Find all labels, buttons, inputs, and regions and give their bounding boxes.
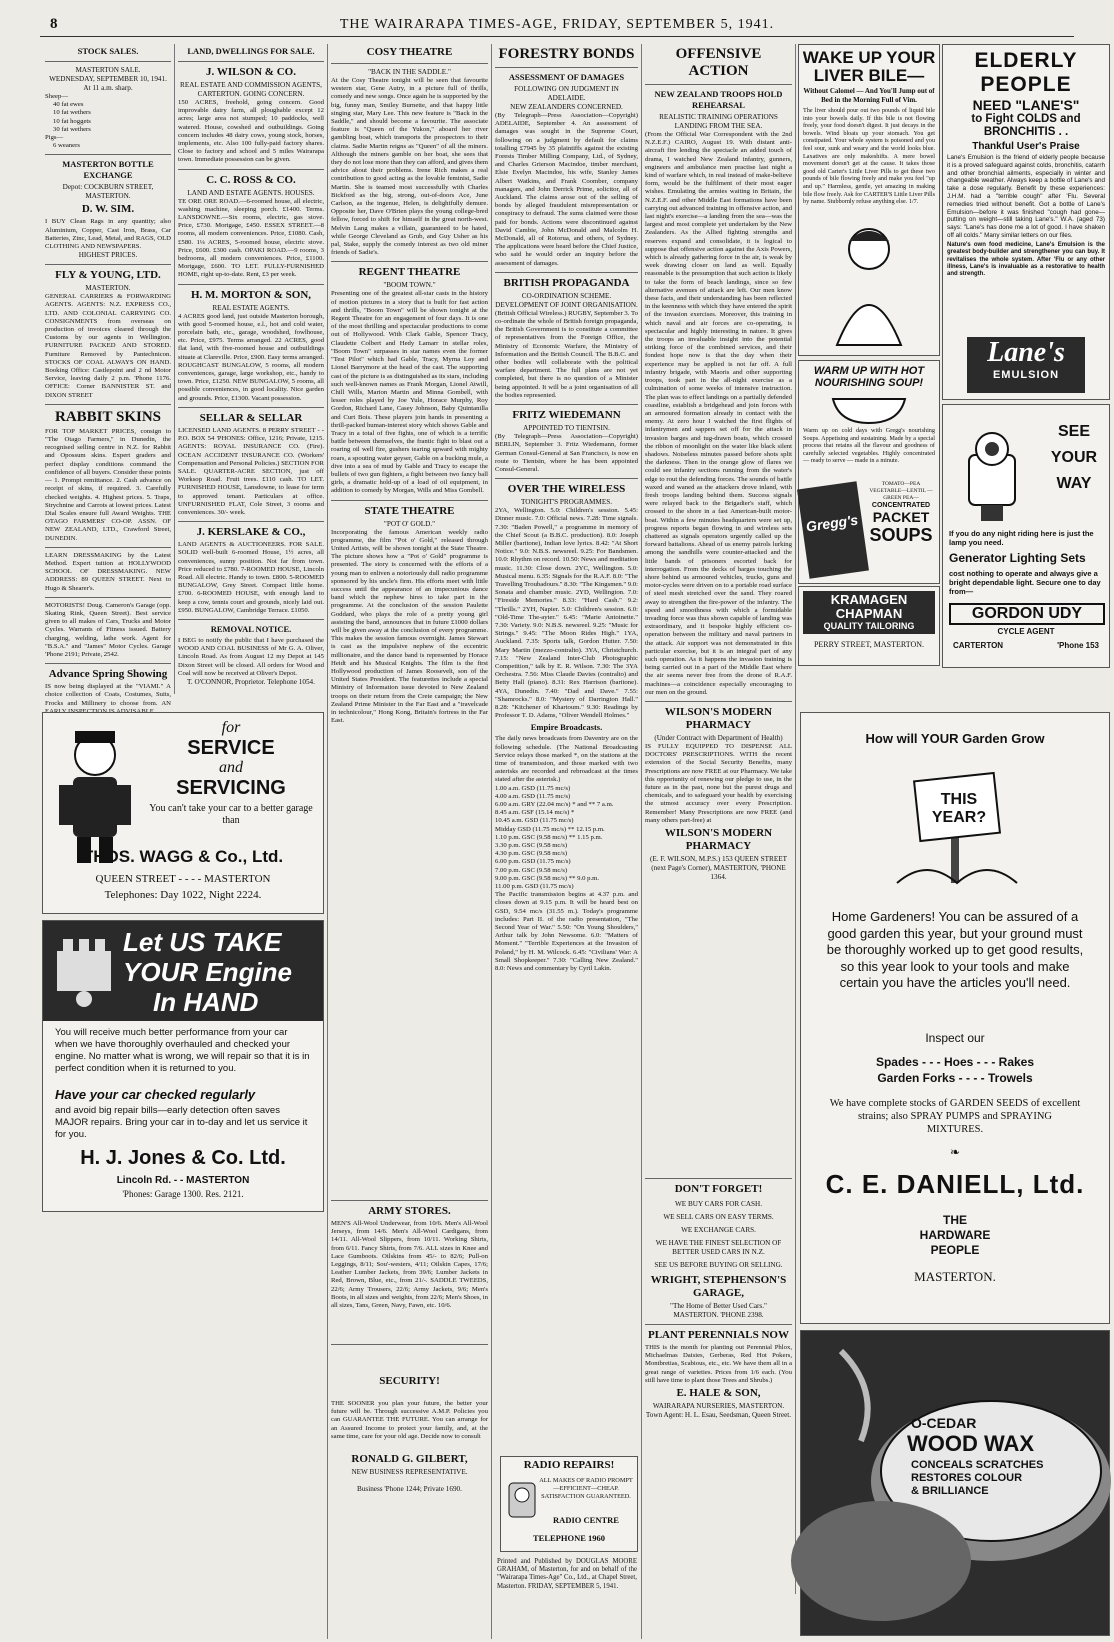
greggs-word-1: CONCENTRATED bbox=[871, 502, 931, 509]
daniell-sign-2: YEAR? bbox=[931, 809, 987, 826]
column-rule bbox=[795, 44, 796, 1594]
daniell-body: Home Gardeners! You can be assured of a good garden this year, but your ground must be thoroughly worked up to get good results, so this year look to your tools and make certain you have the articles you'll need. bbox=[826, 909, 1084, 990]
jones-headline-2: YOUR Engine bbox=[123, 957, 293, 987]
lanes-brand-2: EMULSION bbox=[992, 369, 1060, 381]
wagg-and: and bbox=[219, 759, 243, 776]
ross-heading: C. C. ROSS & CO. bbox=[206, 173, 296, 186]
schedule-row: 1.00 a.m. GSD (11.75 mc/s) bbox=[495, 784, 571, 792]
perennials-text: THIS is the month for planting out Perennial Phlox, Michaelmas Daisies, Gerberas, Red Hot Pokers, Montbretias, Scabious, etc., etc. We have them all in a great range of varieties. Prices from 1/6 each. (You still have time to plant those Trees and Shrubs.) bbox=[645, 1344, 792, 1384]
gordon-your: YOUR bbox=[1050, 449, 1098, 466]
gordon-slogan bbox=[1043, 419, 1105, 497]
daniell-sub-2: HARDWARE bbox=[919, 1228, 991, 1242]
removal-signature: T. O'CONNOR, Proprietor. Telephone 1054. bbox=[187, 677, 315, 686]
offensive-sub-2: REALISTIC TRAINING OPERATIONS bbox=[659, 113, 778, 121]
lanes-emulsion-advert bbox=[942, 44, 1110, 400]
rabbit-skins-text: FOR TOP MARKET PRICES, consign to "The Otago Farmers," in Dunedin, the recognised selling centre in N.Z. for Rabbit and Opossum skins. Expert graders and perfect display conditions command the confidence of all buyers. Consider these points— 1. Prompt remittance. 2. Cash advance on receipt of skins, if required. 3. Carefully checked weights. 4. Highest prices. 5. Traps, Strychnine and Carrots at lowest prices. Latest Dial Scales ensure full Award Weights. THE OTAGO FARMERS' CO-OP. ASSN. OF NEW ZEALAND, LTD., Crawford Street, DUNEDIN. bbox=[45, 427, 171, 542]
greggs-body: Warm up on cold days with Gregg's nourishing Soups. Appetising and sustaining. Made by a special process that retains all the flavour and goodness of carefully selected vegetables. Highly concentrated — ready to serve — made in a minute. bbox=[803, 427, 935, 465]
security-text: THE SOONER you plan your future, the better your future will be. Through successive A.M.P. Policies you can GUARANTEE THE FUTURE. You can arrange for an Assured Income to protect your family, and, at the same time, care for your old age. Decide now to consult bbox=[331, 1400, 488, 1440]
schedule-row: 6.00 a.m. GRY (22.04 mc/s) * and ** 7 a.m. bbox=[495, 801, 614, 809]
daniell-hardware-advert bbox=[800, 712, 1110, 1324]
regent-heading: REGENT THEATRE bbox=[358, 266, 461, 279]
tailoring-line-3: QUALITY TAILORING bbox=[823, 621, 915, 631]
lanes-need: NEED "LANE'S" bbox=[972, 97, 1080, 113]
column-news bbox=[495, 44, 638, 1594]
wagg-for: for bbox=[221, 719, 241, 736]
dont-line: SEE US BEFORE BUYING OR SELLING. bbox=[654, 1261, 783, 1269]
motorists-text: MOTORISTS! Doug. Cameron's Garage (opp. Skating Rink, Queen Street). Best service given to all makes of Cars, Trucks and Motor Cycles. Warrants of Fitness issued. Battery charging, welding, lathe work. Agent for "B.S.A." and "James" Motor Cycles. Garage 'Phone 2191; Private, 2542. bbox=[45, 601, 171, 658]
propaganda-text: (British Official Wireless.) RUGBY, September 3. To co-ordinate the whole of British foreign propaganda, the British Government is to constitute a committee of representatives from the Foreign Office, the Ministry of Economic Warfare, the Ministry of Information and the British Council. The B.B.C. and other bodies will collaborate with the political warfare department. The full plans are not yet completed, but there is no question of a Minister being appointed. It will be a joint organisation of all the bodies represented. bbox=[495, 309, 638, 399]
wagg-servicing: SERVICING bbox=[176, 777, 286, 799]
tailoring-line-2: CHAPMAN bbox=[835, 606, 903, 621]
jones-body-2: and avoid big repair bills—early detection often saves MAJOR repairs. Bring your car in to-day and let us service it for you. bbox=[55, 1105, 308, 1140]
propaganda-heading: BRITISH PROPAGANDA bbox=[503, 276, 630, 289]
stock-sales-heading: STOCK SALES. bbox=[77, 46, 139, 56]
column-rule bbox=[174, 44, 175, 694]
spring-showing-text: IS now being displayed at the "VIAMI." A choice collection of Coats, Costumes, Suits, Frocks and Millinery to choose from. AN bbox=[45, 683, 171, 707]
fly-young-text: GENERAL CARRIERS & FORWARDING AGENTS. AGENTS: N.Z. EXPRESS CO., LTD. AND COLONIAL CARRYING CO. CONSIGNMENTS from overseas on production of invoices cleared through the Customs by our agents in Wellington. FURNITURE PACKED AND STORED. Furniture Removed by Pantechnicon. STOCKS OF COAL ALWAYS ON HAND. Booking Office: Castlepoint and 2 nd Motor Service, leaving daily 2 p.m. 'Phone 1176. OFFICE: Corner BANNISTER ST. and DIXON STREET bbox=[45, 293, 171, 399]
lanes-body-2: Nature's own food medicine, Lane's Emulsion is the greatest body-builder and strengthener you can buy. It revitalises the whole system. After 'Flu or any other illness, Lane's is invaluable as a restorative to health and strength. bbox=[947, 241, 1105, 278]
fly-young-heading: FLY & YOUNG, LTD. bbox=[55, 269, 161, 282]
jones-headline-3: In HAND bbox=[153, 987, 259, 1017]
schedule-row: Midday GSD (11.75 mc/s) ** 12.15 p.m. bbox=[495, 825, 605, 833]
radio-heading: RADIO REPAIRS! bbox=[523, 1459, 615, 1471]
radio-icon bbox=[507, 1479, 537, 1519]
stock-entry: 10 fat hoggets bbox=[53, 117, 91, 125]
lanes-logo bbox=[967, 337, 1085, 393]
daniell-tools-2: Garden Forks - - - - Trowels bbox=[877, 1071, 1033, 1085]
lanes-praise: Thankful User's Praise bbox=[972, 141, 1080, 152]
wagg-advert bbox=[42, 712, 324, 914]
greggs-flavours: TOMATO—PEA VEGETABLE—LENTIL —GREEN PEA— bbox=[869, 481, 933, 501]
wagg-phones: Telephones: Day 1022, Night 2224. bbox=[104, 889, 262, 901]
stock-entry: 10 fat wethers bbox=[53, 109, 91, 117]
schedule-row: 9.00 p.m. GSC (9.58 mc/s) ** 9.0 p.m. bbox=[495, 874, 600, 882]
tailoring-line-1: KRAMAGEN bbox=[830, 592, 908, 607]
woman-illustration bbox=[823, 221, 915, 347]
lanes-body: Lane's Emulsion is the friend of elderly people because it is a proved safeguard against colds, bronchitis, catarrh and other bronchial ailments, especially in winter and changeable weather. Always keep a bottle of Lane's and take a dose regularly. Benefit by these experiences: J.H.M. had a "terrible cough" after 'Flu. Several remedies tried without benefit. Got a bottle of Lane's Emulsion—before it was finished "cough had gone—putting on weight—still taking Lane's." W.A. (aged 73) says: "Lane's has done me a lot of good. I have shaken off all colds." Many similar letters on our files. bbox=[947, 154, 1105, 239]
offensive-heading: OFFENSIVE ACTION bbox=[675, 46, 762, 79]
wax-lines bbox=[911, 1459, 1043, 1498]
wilson-text: 150 ACRES, freehold, going concern. Good improvable dairy farm, all ploughable except 12 acres; large area not stumped; 10 paddocks, well watered. House, cowshed and outbuildings. Going concern includes 48 dairy cows, young stock, horses, implements, etc. Also 100 fully-paid factory shares. Close to factory and school and 5 miles Wairarapa town. Immediate possession can be given. bbox=[178, 99, 324, 164]
greggs-soup-advert bbox=[798, 360, 940, 584]
stock-entry: 40 fat ewes bbox=[53, 101, 84, 109]
wagg-name: THOS. WAGG & Co., Ltd. bbox=[82, 847, 284, 866]
garage-name: WRIGHT, STEPHENSON'S GARAGE, bbox=[650, 1274, 787, 1299]
greggs-packet bbox=[797, 481, 869, 578]
security-heading: SECURITY! bbox=[379, 1375, 440, 1387]
wiedemann-heading: FRITZ WIEDEMANN bbox=[512, 409, 621, 422]
forestry-text: (By Telegraph—Press Association—Copyright) ADELAIDE, September 4. An assessment of damages was sought in the Supreme Court, following on a judgment by default for claims totalling £7945 by 35 plaintiffs against the existing Forests Timber Milling Company, Ltd., of Sydney, and Charles Grierson Macindoe, timber merchant, Elsie Evelyn Macindoe, his wife, Stanley James Albert Watkins, and Frank Coomber, company managers, and John Derrick Prime, solicitor, all of Auckland. The claims arose out of the selling of bonds by alleged fraudulent misrepresentation or conspiracy to defraud. The sums claimed were those paid for bonds. Actions were discontinued against David Cambie, John McDonald and Malcolm H. McDonald, all of Rotorua, and others, of Sydney. The applications were heard before the Chief Justice, who said he would order an inquiry before the assessment of damages. bbox=[495, 112, 638, 267]
daniell-stock: We have complete stocks of GARDEN SEEDS of excellent strains; also SPRAY PUMPS and SPRAYING MIXTURES. bbox=[829, 1098, 1081, 1135]
lanes-fight: to Fight COLDS and BRONCHITIS . . bbox=[971, 113, 1081, 138]
gordon-see: SEE bbox=[1057, 423, 1090, 440]
liver-bile-advert bbox=[798, 44, 940, 356]
radio-repairs-advert bbox=[500, 1456, 638, 1552]
stock-entry: Pigs— bbox=[45, 134, 64, 142]
greggs-brand: Gregg's bbox=[804, 511, 860, 535]
soup-bowl-illustration bbox=[829, 391, 909, 425]
column-rule bbox=[327, 44, 328, 1639]
jones-address: Lincoln Rd. - - MASTERTON bbox=[116, 1175, 250, 1186]
sale-title: MASTERTON SALE. bbox=[75, 66, 141, 74]
bottle-prices: HIGHEST PRICES. bbox=[78, 251, 138, 260]
garage-block bbox=[645, 1174, 792, 1504]
radio-name: RADIO CENTRE bbox=[553, 1515, 619, 1525]
lanes-brand: Lane's bbox=[987, 337, 1065, 368]
empire-schedule bbox=[495, 785, 638, 892]
jones-name: H. J. Jones & Co. Ltd. bbox=[80, 1147, 286, 1169]
imprint: Printed and Published by DOUGLAS MOORE GRAHAM, of Masterton, for and on behalf of the "Wairarapa Times-Age" Co., Ltd., at Chapel Street, Masterton. FRIDAY, SEPTEMBER 5, 1941. bbox=[497, 1558, 637, 1590]
radio-sub: ALL MAKES OF RADIO PROMPT—EFFICIENT—CHEAP. SATISFACTION GUARANTEED. bbox=[539, 1477, 633, 1500]
schedule-row: 10.45 a.m. GSD (11.75 mc/s) bbox=[495, 817, 574, 825]
greggs-banner: WARM UP WITH HOT NOURISHING SOUP! bbox=[813, 365, 925, 389]
wax-line-2: RESTORES COLOUR bbox=[911, 1472, 1023, 1484]
security-phone: Business 'Phone 1244; Private 1690. bbox=[357, 1485, 462, 1494]
kerslake-heading: J. KERSLAKE & CO., bbox=[196, 526, 306, 539]
offensive-text: (From the Official War Correspondent with the 2nd N.Z.E.F.) CAIRO, August 19. With distant anti-aircraft fire lending the spectacle an added touch of drama, I watched New Zealand infantry, gunners, engineers and ambulance men practise last night a kind of warfare which, in real instead of make-believe form, would be the fulfilment of their most eager wishes. Emulating the armies waiting in Britain, the N.Z.E.F. and other Middle East formations have been carrying out advanced training in offensive action, and last night's exercise—a landing from the sea—was the largest and most complete yet undertaken by the New Zealanders. As the Allied fighting strengths and reserves expand and consolidate, it is logical to suppose that offensive action against the Axis Powers, which is already gathering force in the air, is weak by week drawing closer on land as well. Equally reasonable is the presumption that such action is likely to take the form of beach landings, since so few alternative avenues of attack are left. Our men know these facts, and their understanding has been reflected in the keenness with which they have entered the spirit of the invasion exercises. Moreover, this training in which naval and air forces are co-operating, is spectacular and highly interesting in nature. It gives the troops an invaluable insight into the potential striking force of the combined services, and their fondest hope now is that the day when their experience may be applied is not far off. A full infantry brigade, with Maoris and other supporting troops, took part in the all-night exercise as a culmination of some weeks of intensive instruction. The plan was to effect landings on a partially defended coastline, establish a bridgehead and join forces with an armoured formation already in contact with the enemy. At zero hour I watched the first flights of infantrymen and sappers set off for the attack in invasion barges and tug-drawn boats, which crossed the ribbon of moonlight on the water like black silent shadows. Noiseless minutes passed before shots split the darkness. Then in the orange glow of flares we could see infantry sections running from the water's edge to rout the defending forces. The sounds of battle waxed and waned as the attackers drove inland, with fresh troops landing behind them. Success signals were relayed back to the Brigadier's staff, which crossed to the shore in a fast American-built motor-boat. Within a few minutes headquarters were set up, progress reports began flowing in and wireless sets chattered as signals operators urgently called up the forward battalions. Ahead of us enemy patrols lurking among the sandhills were counter-attacked and the little bands of prisoners escorted back for interrogation. From the decks of barges touching the shore behind us armoured vehicles, trucks, guns and motor-cycles were driven on to a portable road surface of steel mesh stretched over the sand. They roared away to strengthen the fire-power of the infantry. The speed and smoothness with which a formidable invading force was thus shown capable of landing was extraordinary, and it bespoke highly efficient co-operation between the military and naval partners in the attack. Air support was not demonstrated in this particular exercise, but it is an integral part of any such operation. As it happens the invasion training is being carried out in a part of the Middle East where the air seems never free from the drone of R.A.F. machines—a coincidence especially encouraging to our men on the ground. bbox=[645, 131, 792, 696]
column-war-news bbox=[645, 44, 792, 1170]
liver-body: The liver should pour out two pounds of liquid bile into your bowels daily. If this bile is not flowing freely, your food doesn't digest. It just decays in the bowels. Wind bloats up your stomach. You get constipated. Your whole system is poisoned and you feel sour, sunk and weary and the world looks blue. Laxatives are only makeshifts. A mere bowel movement doesn't get at the cause. It takes those good old Carter's Little Liver Pills to get these two pounds of bile flowing freely and make you feel "up and up." Harmless, gentle, yet amazing in making bile flow freely. Ask for CARTER'S Little Liver Pills by name. Stubbornly refuse anything else. 1/7. bbox=[803, 107, 935, 206]
cosy-sub: "BACK IN THE SADDLE." bbox=[368, 68, 451, 76]
empire-heading: Empire Broadcasts. bbox=[530, 722, 603, 733]
pharmacy-name: WILSON'S MODERN PHARMACY bbox=[664, 827, 773, 853]
greggs-wording bbox=[867, 481, 935, 546]
jones-body: You will receive much better performance from your car when we have thoroughly overhauled and checked your engine. No matter what is wrong, we will repair so that it is in perfect condition when it is returned to you. bbox=[55, 1027, 310, 1074]
empire-text: The daily news broadcasts from Daventry are on the following schedule. (The National Broadcasting Service relays those marked *, on the stations at the time of transmission, and those marked with two asterisks are recorded and rebroadcast at the times stated after the asterisk.) bbox=[495, 735, 638, 784]
cosy-heading: COSY THEATRE bbox=[366, 46, 453, 58]
wax-brand-1: O-CEDAR bbox=[911, 1415, 977, 1431]
security-block bbox=[331, 1340, 488, 1640]
rabbit-skins-heading: RABBIT SKINS bbox=[54, 408, 162, 425]
dont-line: WE SELL CARS ON EASY TERMS. bbox=[663, 1213, 774, 1221]
schedule-row: 4.00 a.m. GSD (11.75 mc/s) bbox=[495, 792, 571, 800]
wax-line-3: & BRILLIANCE bbox=[911, 1485, 989, 1497]
pharmacy-text: IS FULLY EQUIPPED TO DISPENSE ALL DOCTORS' PRESCRIPTIONS. WITH the recent extension of the Social Security Benefits, many Prescriptions are now FREE at our Pharmacy. We take this opportunity of renewing our pledge to use, in the future as in the past, none but the purest drugs and chemicals, and to safeguard your health by exercising the utmost accuracy over every Prescription. Remember! Many Prescriptions are now FREE (and many others part-free) at bbox=[645, 743, 792, 824]
tailoring-advert bbox=[798, 586, 940, 666]
daniell-headline: How will YOUR Garden Grow bbox=[865, 731, 1045, 746]
stock-entry: Sheep— bbox=[45, 93, 69, 100]
land-heading: LAND, DWELLINGS FOR SALE. bbox=[187, 46, 315, 56]
propaganda-sub-1: CO-ORDINATION SCHEME. bbox=[521, 291, 612, 300]
schedule-row: 8.45 a.m. GSF (15.14 mc/s) * bbox=[495, 809, 575, 817]
perennials-agent: Town Agent: H. L. Esau, Seedsman, Queen Street. bbox=[645, 1411, 792, 1420]
state-sub: "POT O' GOLD." bbox=[383, 519, 436, 528]
empire-note: The Pacific transmission begins at 4.37 p.m. and closes down at 9.15 p.m. It will be heard best on GSD, 9.54 mc/s (31.55 m.). Today's programme includes: Part II. of the radio presentation, "The Second Year of War." 5.50: "On Young Shoulders," Arthur talk by John Newsome. 6.0: "Matters of Moment." "Terrible Experiences at the Invasion of Poland," by H. M. Wilcock. 6.45: "Civilians' War: A Small Shopkeeper." 7.30: "Calling New Zealand." 8.0: News and commentary by Cyril Lakin. bbox=[495, 891, 638, 973]
sale-time: At 11 a.m. sharp. bbox=[83, 84, 133, 92]
gordon-name: GORDON UDY bbox=[949, 603, 1105, 625]
schedule-row: 7.00 p.m. GSC (9.58 mc/s) bbox=[495, 866, 568, 874]
bottle-owner: D. W. SIM. bbox=[81, 203, 135, 216]
forestry-sub-3: NEW ZEALANDERS CONCERNED. bbox=[510, 103, 623, 111]
liver-sub: Without Calomel — And You'll Jump out of Bed in the Morning Full of Vim. bbox=[803, 87, 935, 104]
spring-showing-heading: Advance Spring Showing bbox=[48, 668, 168, 681]
gordon-phone: 'Phone 153 bbox=[1057, 641, 1099, 650]
wagg-tagline: You can't take your car to a better garage than bbox=[149, 803, 313, 826]
page-number: 8 bbox=[50, 16, 58, 32]
jones-advert bbox=[42, 920, 324, 1212]
dont-forget-heading: DON'T FORGET! bbox=[674, 1183, 763, 1195]
state-heading: STATE THEATRE bbox=[364, 504, 455, 517]
column-rule bbox=[491, 44, 492, 1639]
gordon-place: CARTERTON bbox=[953, 641, 1004, 650]
jones-phones: 'Phones: Garage 1300. Res. 2121. bbox=[122, 1189, 244, 1199]
pharmacy-address: (E. F. WILSON, M.P.S.) 153 QUEEN STREET (next Page's Corner), MASTERTON, 'PHONE 1364. bbox=[649, 855, 788, 882]
garage-slogan: "The Home of Better Used Cars." bbox=[670, 1302, 767, 1310]
wilson-sub: REAL ESTATE AND COMMISSION AGENTS, CARTERTON. GOING CONCERN. bbox=[180, 81, 322, 98]
stock-entry: 30 fat wethers bbox=[53, 125, 91, 133]
tailoring-banner bbox=[803, 591, 935, 634]
removal-heading: REMOVAL NOTICE. bbox=[210, 623, 292, 634]
forestry-sub-1: ASSESSMENT OF DAMAGES bbox=[508, 72, 625, 82]
pharmacy-heading: WILSON'S MODERN PHARMACY bbox=[664, 706, 773, 732]
greggs-word-3: SOUPS bbox=[869, 525, 933, 545]
wagg-street: QUEEN STREET - - - - MASTERTON bbox=[95, 873, 271, 885]
gordon-way: WAY bbox=[1056, 475, 1092, 492]
jones-slogan: Have your car checked regularly bbox=[55, 1087, 256, 1102]
bottle-text: I BUY Clean Rags in any quantity; also Aluminium, Copper, Cast Iron, Brass, Car Batteries, Zinc, Lead, Metal, and RAGS, OLD CLOTHING AND NEWSPAPERS. bbox=[45, 218, 171, 251]
dont-line: WE HAVE THE FINEST SELECTION OF BETTER USED CARS IN N.Z. bbox=[655, 1239, 782, 1256]
column-land-dwellings bbox=[178, 44, 325, 686]
schedule-row: 6.00 p.m. GSD (11.75 mc/s) bbox=[495, 858, 571, 866]
daniell-sign-text bbox=[919, 791, 999, 827]
morton-sub: REAL ESTATE AGENTS. bbox=[212, 303, 290, 312]
gordon-sub: CYCLE AGENT bbox=[997, 627, 1055, 636]
column-classifieds bbox=[45, 44, 171, 707]
wood-wax-advert bbox=[800, 1330, 1110, 1636]
morton-text: 4 ACRES good land, just outside Masterton borough, with good 5-roomed house, e.l., hot and cold water, porcelain bath, etc., garage, woodshed, fowlhouse, etc. Price, £975. Terms arranged. 22 ACRES, good flat land, with five-roomed house and outbuildings situate at Clareville. Price, £900. Easy terms arranged. ROUGHCAST BUNGALOW, 5 rooms, all modern conveniences, garage, large workshop, etc., handy to town. Price, £1250. NEW BUNGALOW, 5 rooms, all possible conveniences, in good locality. Nice garden and grounds. Price, £1300. Vacant possession. bbox=[178, 312, 324, 402]
dont-line: WE BUY CARS FOR CASH. bbox=[675, 1200, 762, 1208]
cosy-text: At the Cosy Theatre tonight will be seen that favourite western star, Gene Autry, in a picture full of thrills, comedy and new songs. Once again he is supported by the big, funny man, Smiley Burnette, and that happy little singing star, Mary Lee. This new feature is "Back in the Saddle," and should become a favourite. The associate feature is "Queen of the Yukon," aboard her river gambling boat, which transports the prospectors to their claims. Sadie Martin reigns as "Queen" of all the miners. Although the miners gamble on her boat, she sees that they do not lose more than they can afford, and gives them advice about their problems. Irene Rich makes a real contribution to good acting as the lovable feminist, Sadie Martin. She is teamed most successfully with Charles Bickford as the big, strong, out-of-doors Ace, June Carlson, as the ingenue, Helen, is delightfully demure. Opposite her, Dave O'Brien plays the young college-bred fellow, forced to shift for himself in the great north-west. Melvin Lang makes a villain, guaranteed to be hated, while George Cleveland as Grub, and Guy Usher as his pal, Stake, supply the comedy interest as two old miner friends of Sadie's. bbox=[331, 77, 488, 257]
greggs-word-2: PACKET bbox=[872, 509, 930, 525]
ross-sub: LAND AND ESTATE AGENTS. HOUSES. bbox=[187, 188, 315, 197]
liver-headline: WAKE UP YOUR LIVER BILE— bbox=[802, 48, 936, 85]
regent-sub: "BOOM TOWN." bbox=[383, 281, 436, 290]
daniell-sub-1: THE bbox=[943, 1213, 967, 1227]
schedule-row: 3.30 p.m. GSC (9.58 mc/s) bbox=[495, 842, 568, 850]
stock-entry: 6 weaners bbox=[53, 142, 80, 150]
sale-date: WEDNESDAY, SEPTEMBER 10, 1941. bbox=[49, 75, 167, 83]
forestry-sub-2: FOLLOWING ON JUDGMENT IN ADELAIDE. bbox=[514, 85, 619, 102]
gordon-product: Generator Lighting Sets bbox=[949, 551, 1086, 565]
daniell-name: C. E. DANIELL, Ltd. bbox=[825, 1169, 1085, 1199]
dont-line: WE EXCHANGE CARS. bbox=[681, 1226, 756, 1234]
perennials-heading: PLANT PERENNIALS NOW bbox=[648, 1329, 789, 1341]
dressmaking-text: LEARN DRESSMAKING by the Latest Method. Expert tuition at HOLLYWOOD SCHOOL OF DRESSMAKING. NEW ADDRESS: 89 QUEEN STREET. Next to Hugo & Shearer's. bbox=[45, 551, 171, 592]
jones-headline-1: Let US TAKE bbox=[123, 927, 282, 957]
stock-list bbox=[45, 93, 171, 150]
daniell-sub-3: PEOPLE bbox=[930, 1243, 980, 1257]
sellar-heading: SELLAR & SELLAR bbox=[199, 411, 303, 424]
daniell-tagline bbox=[801, 1213, 1109, 1258]
wireless-text: 2YA, Wellington. 5.0: Children's session. 5.45: Dinner music. 7.0: Official news. 7.28: Time signals. 7.30: "Baden Powell," a programme in memory of the Chief Scout (a B.B.C. production). 8.0: Joseph Miller (baritone), Indian love lyrics. 8.42: "At Short Notice." 9.0: N.B.S. newsreel. 9.25: For Bandsmen. 10.0: Rhythm on record. 10.50: News and meditation music. 11.30: Close down. 2YC, Wellington. 5.0: Musical menu. 6.35: Signals for the R.A.F. 8.0: "The Travelling Troubadours." 8.30: "The Kingsmen." 9.0: Sonata and chamber music. 2YD, Wellington. 7.0: "Fireside Memories." 8.33: "Hard Cash." 9.2: "Thrills." 2YH, Napier. 5.0: Children's session. 6.0: "Old-Time The-ayter." 6.45: "Marie Antoinette." 7.30: Variety. 9.0: N.B.S. newsreel. 9.25: "Music for Strings." 9.45: "The Moon Rides High." 1YA, Auckland. 7.35: Sports talk, Gordon Hutter. 7.50: Mary Martin (mezzo-contralto). 3YA, Christchurch. 7.15: "New Zealand Inter-Club Photographic Competition," talk by E. R. Wilson. 7.30: The 3YA Orchestra. 7.56: Miss Claude Davies (contralto) and Betty Hall (piano). 8.31: Rex Harrison (baritone). 4YA, Dunedin. 7.40: "Dad and Dave." 7.55: "Shamrocks." 8.0: "Mystery of Darrington Hall." 8.28: "Kitchener of Khartoum." 9.30: Readings by Professor T. D. Adams, "Oliver Wendell Holmes." bbox=[495, 507, 638, 720]
wagg-text-block bbox=[143, 719, 319, 827]
wax-line-1: CONCEALS SCRATCHES bbox=[911, 1459, 1044, 1471]
forestry-heading: FORESTRY BONDS bbox=[498, 46, 635, 62]
morton-heading: H. M. MORTON & SON, bbox=[190, 288, 312, 301]
gordon-udy-advert bbox=[942, 404, 1110, 668]
regent-text: Presenting one of the greatest all-star casts in the history of motion pictures in a story that is built for fast action and thrills, "Boom Town" will be shown tonight at the Regent Theatre for an engagement of four days. It is one of the most thrilling and spectacular productions to come out of Hollywood. With Clark Gable, Spencer Tracy, Claudette Colbert and Hedy Lamarr in stellar roles, "Boom Town" surpasses in star names even the former "Test Pilot" which had Gable, Tracy, Myrna Loy and Lionel Barrymore at the head of the cast. The supporting cast of the picture is as distinguished as its stars, including such well-known names as Frank Morgan, Lionel Atwill, Chill Wills, Marion Martin and Minna Gombell, with lesser roles played by Joe Yule, Horace Murphy, Roy Gordon, Richard Lane, Casey Johnson, Baby Quintanilla and Curt Bois. These players join hands in presenting a thrill-packed human-interest story which shows Gable and Tracy in a total of five fights, one of which is a terrific battle between themselves, the frantic fight to blast out a roaring oil well fire, gushers tearing upward with mighty roars, a spouting water geyser, Gable on a bucking mule, a dive into a sea of mud by Gable and Tracy to escape the bullets of two gun fighters, a fight between two fancy ball girls, a dramatic hold-up of a load of oil equipment, in addition to comedy by Morgan, Wills and Miss Gombell. bbox=[331, 290, 488, 495]
wireless-heading: OVER THE WIRELESS bbox=[507, 483, 626, 496]
engine-illustration bbox=[49, 931, 119, 1011]
wiedemann-text: (By Telegraph—Press Association—Copyright) BERLIN, September 3. Fritz Wiedemann, former German Consul-General at San Francisco, is now en route to Tientsin, where he has been appointed Consul-General. bbox=[495, 433, 638, 473]
schedule-row: 11.00 p.m. GSD (11.75 mc/s) bbox=[495, 883, 574, 891]
offensive-sub-3: LANDING FROM THE SEA. bbox=[674, 122, 763, 130]
removal-text: I BEG to notify the public that I have purchased the WOOD AND COAL BUSINESS of Mr G. A. Oliver, Lincoln Road. As from August 12 my Depot at 145 Dixon Street will be closed. All orders for Wood and Coal will now be received at Oliver's Depot. bbox=[178, 636, 324, 677]
wilson-heading: J. WILSON & CO. bbox=[206, 66, 296, 78]
gordon-body-1: If you do any night riding here is just the lamp you need. bbox=[949, 529, 1094, 547]
state-text: Incorporating the famous American weekly radio programme, the film "Pot o' Gold," released through United Artists, will be shown tonight at the State Theatre. The picture shows how a "Pot o' Gold" programme is presented. The story is concerned with the efforts of a young man to enliven a notoriously dull radio programme sponsored by his uncle's firm. His efforts meet with little success until the appearance of an impecunious dance band which the nephew hires to take part in the programme. At the conclusion of the session Paulette Goddard, who plays the role of a pretty young girl assisting the band, announces that in future £1000 dollars will be given away at the conclusion of every programme. This makes the session famous overnight. James Stewart is cast as the impulsive nephew of the eccentric millionaire, and the dance band is represented by Horace Heidt and his Musical Knights. The film is the first Hollywood production of James Roosevelt, son of the United States President. The featurettes include a special Ministry of Information issue devoted to New Zealand troops on their return from the Crete campaign; the New Zealand Prime Minister in the Far East and a "travelcade in technicolour," Hong Kong, Britain's fortress in the Far East. bbox=[331, 528, 488, 725]
ross-text: TE ORE ORE ROAD.—6-roomed house, all electric, washing machine, sleeping porch. £1400. Terms. LANSDOWNE.—Six rooms, electric, gas stove. Price, £730. Mortgage, £450. ESSEX STREET.—8 rooms, all modern conveniences. Price, £1080. Cash, £580. 1¼ ACRES, 5-roomed house, electric stove. Price, £600. £300 cash. OPAKI ROAD.—9 rooms, 3 bedrooms, all modern conveniences. Price, £1100. Mortgage, £600. TO LET. FULLY-FURNISHED HOME, right up-to-date. Rent, £3 per week. bbox=[178, 197, 324, 279]
security-name: RONALD G. GILBERT, bbox=[351, 1453, 468, 1466]
daniell-ornament: ❧ bbox=[949, 1145, 961, 1159]
pharmacy-sub: (Under Contract with Department of Health) bbox=[654, 734, 783, 743]
bottle-exchange-heading: MASTERTON BOTTLE EXCHANGE bbox=[62, 159, 154, 181]
schedule-row: 1.10 p.m. GSC (9.58 mc/s) ** 1.15 p.m. bbox=[495, 833, 603, 841]
wagg-service: SERVICE bbox=[187, 737, 275, 759]
security-role: NEW BUSINESS REPRESENTATIVE. bbox=[351, 1468, 468, 1477]
perennials-name: E. HALE & SON, bbox=[676, 1387, 761, 1400]
schedule-row: 4.30 p.m. GSC (9.58 mc/s) bbox=[495, 850, 568, 858]
column-rule bbox=[641, 44, 642, 1639]
daniell-place: MASTERTON. bbox=[914, 1269, 996, 1284]
lanes-headline: ELDERLY PEOPLE bbox=[974, 49, 1078, 96]
gordon-body-2: cost nothing to operate and always give a bright dependable light. Secure one to day from— bbox=[949, 569, 1101, 596]
tailoring-street: PERRY STREET, MASTERTON. bbox=[813, 640, 925, 649]
sellar-text: LICENSED LAND AGENTS. 8 PERRY STREET - - P.O. BOX 54 'PHONES: Office, 1216; Private, 1215. AGENTS: ROYAL INSURANCE CO. (Fire). OCEAN ACCIDENT INSURANCE CO. (Workers' Compensation and Personal Policies.) SECTION FOR SALE. QUARTER-ACRE SECTION, just off Worksop Road. Fruit trees. £110 cash. TO LET. FURNISHED HOUSE, Lansdowne, to lease for term to approved tenant. Particulars at office. UNFURNISHED FLAT, Cole Street, 3 rooms and conveniences. 30/- week. bbox=[178, 426, 325, 516]
wireless-sub: TONIGHT'S PROGRAMMES. bbox=[520, 498, 613, 507]
radio-phone: TELEPHONE 1960 bbox=[532, 1533, 606, 1543]
jones-banner bbox=[43, 921, 323, 1021]
perennials-sub: WAIRARAPA NURSERIES, MASTERTON. bbox=[652, 1402, 785, 1411]
fly-young-place: MASTERTON. bbox=[85, 284, 131, 293]
masthead bbox=[40, 14, 1074, 37]
kerslake-text: LAND AGENTS & AUCTIONEERS. FOR SALE. SOLID well-built 6-roomed House, 1½ acres, all conveniences, sunny position. Not far from town. Price reduced to £780. 7-ROOMED HOUSE, Lincoln Road. All electric. Handy to town. £800. 5-ROOMED BUNGALOW, Grey Street. Compact little home. £700. 6-ROOMED HOUSE, with enough land to keep a cow, tennis court and grounds, nicely laid out. £950. BUNGALOW, Cambridge Terrace. £1050. bbox=[178, 541, 324, 614]
wiedemann-sub: APPOINTED TO TIENTSIN. bbox=[523, 424, 610, 433]
army-text: MEN'S All-Wool Underwear, from 10/6. Men's All-Wool Jerseys, from 14/6. Men's All-Wool Cardigans, from 14/11. All-Wool Slippers, from 10/11. Working Shirts, from 6/11. Fancy Shirts, from 7/6. ALL sizes in Knee and Lace Gumboots. Oilskins from 45/- to 82/6; Pull-on Leggings, 8/11; Sou'-westers, 4/11; Oilskin Capes, 17/6; Leather Lumber Jackets, from 39/6; Lumber Jackets in Red, Brown, Blue, etc., from 21/-. SADDLE TWEEDS, 22/6; Army Trousers, 22/6; Army Jackets, 9/6; Men's Boots, in all sizes and weights, from 22/6; Men's Shoes, in all sizes, Tans, Green, Navy, Fawn, etc. 10/6. bbox=[331, 1220, 488, 1310]
column-theatres bbox=[331, 44, 488, 1194]
daniell-inspect: Inspect our bbox=[925, 1031, 985, 1045]
offensive-sub-1: NEW ZEALAND TROOPS HOLD REHEARSAL bbox=[654, 89, 783, 110]
propaganda-sub-2: DEVELOPMENT OF JOINT ORGANISATION. bbox=[495, 300, 638, 309]
army-heading: ARMY STORES. bbox=[368, 1205, 451, 1217]
wax-brand-2: WOOD WAX bbox=[907, 1431, 1035, 1456]
mechanic-illustration bbox=[49, 725, 141, 865]
daniell-tools-1: Spades - - - Hoes - - - Rakes bbox=[875, 1055, 1035, 1069]
masthead-title: THE WAIRARAPA TIMES-AGE, FRIDAY, SEPTEMBER 5, 1941. bbox=[339, 17, 775, 32]
bicycle-lamp-illustration bbox=[951, 415, 1037, 525]
bottle-depot: Depot: COCKBURN STREET, MASTERTON. bbox=[62, 183, 154, 201]
daniell-sign-1: THIS bbox=[940, 791, 978, 808]
garage-address: MASTERTON. 'PHONE 2398. bbox=[673, 1311, 764, 1319]
army-stores-block bbox=[331, 1196, 488, 1336]
